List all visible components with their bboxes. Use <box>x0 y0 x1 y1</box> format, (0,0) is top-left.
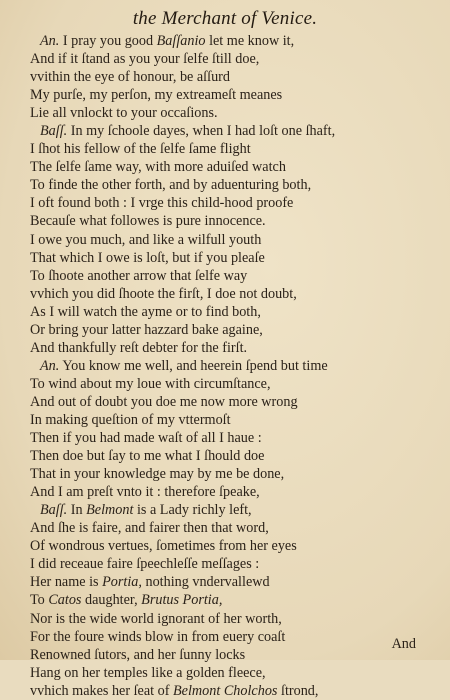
text-line <box>30 194 430 212</box>
play-text <box>30 32 430 700</box>
text-run: That which I owe is loſt, but if you pleaſe <box>30 249 265 266</box>
text-line <box>30 50 430 68</box>
text-run: I pray you good <box>59 33 157 49</box>
text-line <box>30 303 430 321</box>
text-run: Brutus Portia, <box>141 592 223 609</box>
text-line <box>30 664 430 682</box>
text-line <box>30 519 430 537</box>
speaker-name: Baſſ. <box>40 502 68 519</box>
text-run: Of wondrous vertues, ſometimes from her eyes <box>30 538 297 555</box>
text-run: let me know it, <box>205 33 295 49</box>
text-line <box>30 375 430 393</box>
text-line <box>30 465 430 483</box>
text-run: Catos <box>48 592 82 609</box>
text-run: I ſhot his fellow of the ſelfe ſame flight <box>30 141 251 158</box>
text-run: Becauſe what followes is pure innocence. <box>30 213 266 230</box>
text-run: Renowned ſutors, and her ſunny locks <box>30 646 246 663</box>
text-line <box>30 483 430 501</box>
text-line <box>30 447 430 465</box>
text-run: And out of doubt you doe me now more wrong <box>30 393 298 410</box>
text-run: vvhich you did ſhoote the firſt, I doe not doubt, <box>30 285 297 302</box>
text-run: Then doe but ſay to me what I ſhould doe <box>30 448 265 465</box>
text-run: And I am preſt vnto it : therefore ſpeake, <box>30 484 260 501</box>
text-run: vvithin the eye of honour, be aſſurd <box>30 69 230 86</box>
text-run: Nor is the wide world ignorant of her worth, <box>30 610 282 627</box>
text-run: And ſhe is faire, and fairer then that word, <box>30 520 269 537</box>
text-line <box>30 285 430 303</box>
text-line <box>30 429 430 447</box>
text-run: You know me well, and heerein ſpend but time <box>59 357 328 374</box>
text-run: To <box>30 592 49 609</box>
text-line <box>30 339 430 357</box>
text-line <box>30 249 430 267</box>
text-line <box>30 122 430 140</box>
text-run: I did receaue faire ſpeechleſſe meſſages : <box>30 556 260 573</box>
text-run: Baſſanio <box>156 33 206 49</box>
text-run: To ſhoote another arrow that ſelfe way <box>30 267 248 284</box>
text-line <box>30 68 430 86</box>
text-run: For the foure winds blow in from euery coaſt <box>30 628 286 645</box>
text-run: In making queſtion of my vttermoſt <box>30 411 231 428</box>
text-line <box>30 267 430 285</box>
text-line <box>30 176 430 194</box>
text-run: is a Lady richly left, <box>133 502 252 519</box>
text-run: Or bring your latter hazzard bake againe, <box>30 321 263 338</box>
text-line <box>30 357 430 375</box>
text-run: And if it ſtand as you your ſelfe ſtill doe, <box>30 51 260 68</box>
running-head: the Merchant of Venice. <box>132 8 318 29</box>
text-line <box>30 682 430 700</box>
text-run: That in your knowledge may by me be done, <box>30 466 285 483</box>
text-line <box>30 212 430 230</box>
text-line <box>30 501 430 519</box>
text-line <box>30 628 430 646</box>
text-run: nothing vndervallewd <box>141 574 270 591</box>
text-run: My purſe, my perſon, my extreameſt meanes <box>30 87 283 104</box>
text-run: Lie all vnlockt to your occaſions. <box>30 105 218 122</box>
text-run: Belmont Cholchos <box>173 682 278 699</box>
text-line <box>30 646 430 664</box>
text-line <box>30 610 430 628</box>
text-run: Her name is <box>30 574 103 591</box>
text-line <box>30 104 430 122</box>
text-line <box>30 321 430 339</box>
text-run: Belmont <box>86 502 134 519</box>
catchword: And <box>391 636 416 652</box>
speaker-name: Baſſ. <box>40 123 68 140</box>
text-line <box>30 591 430 609</box>
text-run: And thankfully reſt debter for the firſt. <box>30 339 248 356</box>
text-run: vvhich makes her ſeat of <box>30 682 174 699</box>
text-run: Then if you had made waſt of all I haue : <box>30 430 262 447</box>
text-run: In <box>67 502 87 519</box>
text-line <box>30 158 430 176</box>
text-run: The ſelfe ſame way, with more aduiſed watch <box>30 159 286 176</box>
text-line <box>30 86 430 104</box>
text-line <box>30 555 430 573</box>
text-run: I oft found both : I vrge this child-hood proofe <box>30 195 294 212</box>
text-run: I owe you much, and like a wilfull youth <box>30 231 262 248</box>
speaker-name: An. <box>40 33 60 49</box>
text-line <box>30 411 430 429</box>
text-line <box>30 32 430 50</box>
text-run: Hang on her temples like a golden fleece, <box>30 664 266 681</box>
text-line <box>30 393 430 411</box>
text-run: Portia, <box>102 574 142 591</box>
text-run: ſtrond, <box>277 682 319 699</box>
text-run: In my ſchoole dayes, when I had loſt one ſhaft, <box>67 123 336 140</box>
text-line <box>30 537 430 555</box>
text-line <box>30 231 430 249</box>
speaker-name: An. <box>40 357 60 374</box>
text-run: As I will watch the ayme or to find both, <box>30 303 261 320</box>
text-run: daughter, <box>81 592 142 609</box>
text-run: To finde the other forth, and by aduenturing both, <box>30 177 312 194</box>
text-line <box>30 140 430 158</box>
text-line <box>30 573 430 591</box>
text-run: To wind about my loue with circumſtance, <box>30 375 271 392</box>
